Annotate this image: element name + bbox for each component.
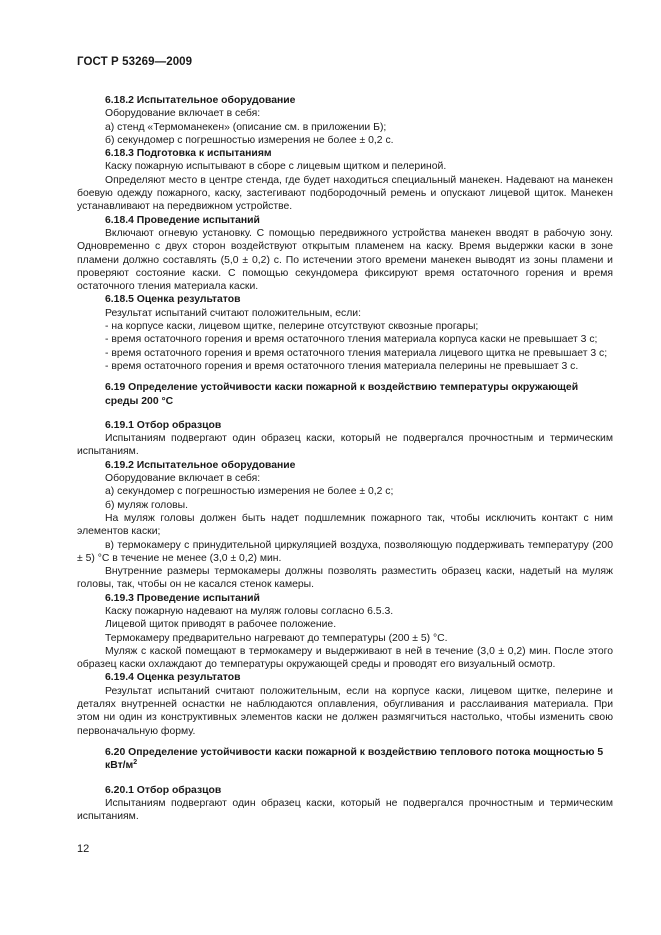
section-heading-6-20: 6.20 Определение устойчивости каски пожарной к воздействию теплового потока мощностью 5 кВт/$м^2$: [105, 746, 604, 772]
paragraph: Муляж с каской помещают в термокамеру и выдерживают в ней в течение (3,0 ± 0,2) мин. После этого образец каски охлаждают до температуры окружающей среды и проводят его визуальный осмотр.: [77, 645, 613, 671]
paragraph: б) секундомер с погрешностью измерения не более ± 0,2 с.: [105, 134, 394, 146]
paragraph: б) муляж головы.: [105, 499, 188, 511]
paragraph: Испытаниям подвергают один образец каски, который не подвергался прочностным и термическим испытаниям.: [77, 797, 613, 823]
paragraph: Оборудование включает в себя:: [105, 473, 261, 485]
body-text-tail: [77, 773, 613, 824]
paragraph: Каску пожарную испытывают в сборе с лицевым щитком и пелериной.: [105, 161, 447, 173]
paragraph: Внутренние размеры термокамеры должны позволять разместить образец каски, надетый на муляж головы, так, чтобы он не касался стенок камеры.: [77, 566, 613, 591]
spacer: [77, 373, 613, 381]
paragraph: Испытаниям подвергают один образец каски, который не подвергался прочностным и термическим испытаниям.: [77, 433, 613, 458]
spacer: [77, 738, 613, 746]
paragraph: На муляж головы должен быть надет подшлемник пожарного так, чтобы исключить контакт с ним элементов каски;: [77, 512, 613, 538]
subsection-heading: 6.18.2 Испытательное оборудование: [105, 95, 296, 106]
paragraph: - время остаточного горения и время остаточного тления материала пелерины не превышает 3 с.: [105, 360, 579, 372]
subsection-heading: 6.18.4 Проведение испытаний: [105, 214, 260, 226]
body-text: [77, 94, 613, 746]
subsection-heading: 6.19.2 Испытательное оборудование: [105, 459, 296, 471]
paragraph: Лицевой щиток приводят в рабочее положение.: [105, 619, 337, 631]
paragraph: а) стенд «Термоманекен» (описание см. в приложении Б);: [105, 121, 387, 133]
standard-header: ГОСТ Р 53269—2009: [77, 56, 193, 68]
subsection-heading: 6.18.3 Подготовка к испытаниям: [105, 148, 272, 160]
paragraph: Результат испытаний считают положительным, если:: [105, 307, 361, 319]
spacer: [77, 408, 613, 419]
spacer: [77, 773, 613, 784]
paragraph: а) секундомер с погрешностью измерения не более ± 0,2 с;: [105, 486, 394, 498]
paragraph: - на корпусе каски, лицевом щитке, пелерине отсутствуют сквозные прогары;: [105, 321, 479, 333]
section-heading: 6.19 Определение устойчивости каски пожарной к воздействию температуры окружающей среды 200 °С: [105, 382, 579, 407]
subsection-heading: 6.19.4 Оценка результатов: [105, 672, 241, 684]
page-number: 12: [77, 843, 90, 855]
paragraph: Термокамеру предварительно нагревают до температуры (200 ± 5) °С.: [105, 632, 448, 644]
paragraph: Включают огневую установку. С помощью передвижного устройства манекен вводят в рабочую зону. Одновременно с двух сторон воздействуют открытым пламенем на каску. Время выдержки каски в зоне пламени должно составлять (5,0 ± 0,2) с. По истечении этого времени манекен выводят из зоны пламени и проверяют состояние каски. С помощью секундомера фиксируют время остаточного горения и время остаточного тления материала каски.: [77, 227, 613, 293]
subsection-heading: 6.20.1 Отбор образцов: [105, 784, 222, 796]
paragraph: Результат испытаний считают положительным, если на корпусе каски, лицевом щитке, пелерине и деталях внутренней оснастки не наблюдаются оплавления, обугливания и расслаивания материала. При этом ни один из конструктивных элементов каски не должен размягчиться настолько, чтобы изменить свою первоначальную форму.: [77, 685, 613, 737]
paragraph: Оборудование включает в себя:: [105, 108, 261, 120]
paragraph: в) термокамеру с принудительной циркуляцией воздуха, позволяющую поддерживать температуру (200 ± 5) °С в течение не менее (3,0 ± 0,2) мин.: [77, 539, 613, 564]
paragraph: - время остаточного горения и время остаточного тления материала лицевого щитка не превышает 3 с;: [105, 347, 608, 359]
subsection-heading: 6.19.1 Отбор образцов: [105, 419, 222, 431]
paragraph: - время остаточного горения и время остаточного тления материала корпуса каски не превышает 3 с;: [105, 334, 598, 346]
subsection-heading: 6.18.5 Оценка результатов: [105, 294, 241, 306]
page-content: [77, 94, 613, 823]
subsection-heading: 6.19.3 Проведение испытаний: [105, 592, 260, 604]
paragraph: Каску пожарную надевают на муляж головы согласно 6.5.3.: [105, 605, 394, 617]
paragraph: Определяют место в центре стенда, где будет находиться специальный манекен. Надевают на манекен боевую одежду пожарного, каску, застегивают подбородочный ремень и опускают лицевой щиток. Манекен устанавливают на передвижном устройстве.: [77, 174, 613, 213]
